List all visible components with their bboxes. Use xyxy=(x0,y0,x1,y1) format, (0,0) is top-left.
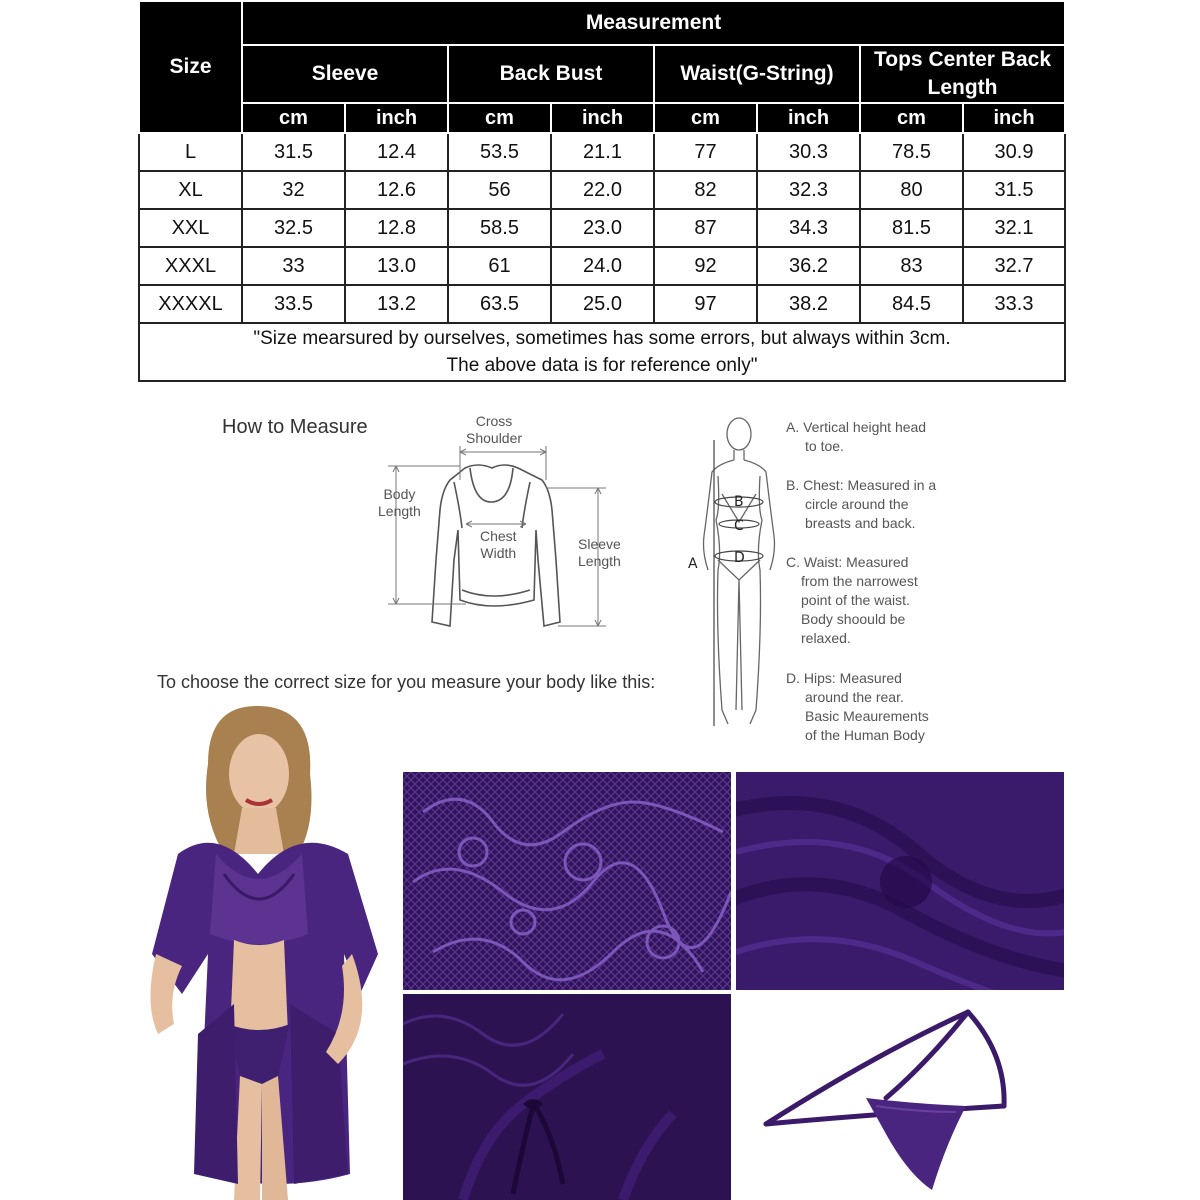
table-cell: 31.5 xyxy=(242,133,345,171)
letter-a: A xyxy=(688,556,698,572)
table-cell: 36.2 xyxy=(757,247,860,285)
table-cell: 84.5 xyxy=(860,285,963,323)
table-cell: 23.0 xyxy=(551,209,654,247)
table-cell: 58.5 xyxy=(448,209,551,247)
table-row xyxy=(139,209,1065,247)
legend-line: B. Chest: Measured in a xyxy=(786,477,937,493)
unit-header: cm xyxy=(654,103,757,133)
sleeve-length-label xyxy=(578,536,621,570)
chest-width-label xyxy=(480,528,517,562)
table-cell: 33.3 xyxy=(963,285,1065,323)
table-cell: 32 xyxy=(242,171,345,209)
legend-c xyxy=(786,553,966,648)
table-cell: 38.2 xyxy=(757,285,860,323)
table-row xyxy=(139,285,1065,323)
legend-line: D. Hips: Measured xyxy=(786,670,902,686)
unit-header: cm xyxy=(448,103,551,133)
table-cell: 87 xyxy=(654,209,757,247)
note-line-2: The above data is for reference only" xyxy=(446,355,758,376)
table-cell: 77 xyxy=(654,133,757,171)
table-cell: 61 xyxy=(448,247,551,285)
size-cell: L xyxy=(139,133,242,171)
legend-line: Basic Meaurements xyxy=(805,708,929,724)
legend-line: point of the waist. xyxy=(801,592,910,608)
letter-d: D xyxy=(734,550,745,566)
label-line: Chest xyxy=(480,528,517,544)
table-cell: 32.5 xyxy=(242,209,345,247)
letter-c: C xyxy=(734,518,744,534)
label-line: Length xyxy=(378,503,421,519)
table-cell: 30.9 xyxy=(963,133,1065,171)
legend-b xyxy=(786,476,966,533)
size-cell: XXXXL xyxy=(139,285,242,323)
legend-line: to toe. xyxy=(805,438,844,454)
unit-header: inch xyxy=(963,103,1065,133)
cross-shoulder-label xyxy=(466,413,522,447)
table-cell: 13.2 xyxy=(345,285,448,323)
tops-length-header: Tops Center Back Length xyxy=(860,45,1065,103)
table-cell: 34.3 xyxy=(757,209,860,247)
table-cell: 81.5 xyxy=(860,209,963,247)
table-cell: 53.5 xyxy=(448,133,551,171)
table-cell: 13.0 xyxy=(345,247,448,285)
table-cell: 12.4 xyxy=(345,133,448,171)
table-cell: 21.1 xyxy=(551,133,654,171)
table-cell: 83 xyxy=(860,247,963,285)
mesh-fabric-photo xyxy=(736,772,1064,990)
unit-header: cm xyxy=(860,103,963,133)
unit-header: inch xyxy=(551,103,654,133)
table-cell: 82 xyxy=(654,171,757,209)
back-bust-header: Back Bust xyxy=(448,45,654,103)
unit-header: cm xyxy=(242,103,345,133)
note-line-1: "Size mearsured by ourselves, sometimes has some errors, but always within 3cm. xyxy=(253,328,951,349)
table-cell: 33 xyxy=(242,247,345,285)
table-cell: 30.3 xyxy=(757,133,860,171)
label-line: Body xyxy=(383,486,416,502)
table-cell: 63.5 xyxy=(448,285,551,323)
table-cell: 92 xyxy=(654,247,757,285)
table-note-row xyxy=(139,323,1065,381)
table-cell: 78.5 xyxy=(860,133,963,171)
legend-line: of the Human Body xyxy=(805,727,925,743)
table-cell: 22.0 xyxy=(551,171,654,209)
size-table xyxy=(138,0,1066,382)
legend-line: C. Waist: Measured xyxy=(786,554,909,570)
table-cell: 24.0 xyxy=(551,247,654,285)
table-cell: 32.7 xyxy=(963,247,1065,285)
how-to-measure-title: How to Measure xyxy=(222,416,368,438)
table-cell: 97 xyxy=(654,285,757,323)
table-cell: 31.5 xyxy=(963,171,1065,209)
body-length-label xyxy=(378,486,421,520)
size-cell: XXL xyxy=(139,209,242,247)
table-cell: 12.6 xyxy=(345,171,448,209)
table-cell: 56 xyxy=(448,171,551,209)
legend-a xyxy=(786,418,966,456)
label-line: Width xyxy=(480,545,517,561)
unit-header: inch xyxy=(345,103,448,133)
waist-header: Waist(G-String) xyxy=(654,45,860,103)
choose-size-text: To choose the correct size for you measure your body like this: xyxy=(157,672,656,692)
legend-line: breasts and back. xyxy=(805,515,916,531)
sleeve-header: Sleeve xyxy=(242,45,448,103)
measurement-header: Measurement xyxy=(242,1,1065,45)
table-cell: 32.3 xyxy=(757,171,860,209)
lace-detail-photo xyxy=(403,772,731,990)
label-line: Sleeve xyxy=(578,536,621,552)
model-photo xyxy=(138,704,404,1200)
legend-line: from the narrowest xyxy=(801,573,918,589)
label-line: Cross xyxy=(475,413,513,429)
size-chart xyxy=(138,0,1064,382)
size-cell: XL xyxy=(139,171,242,209)
table-cell: 32.1 xyxy=(963,209,1065,247)
table-cell: 25.0 xyxy=(551,285,654,323)
label-line: Length xyxy=(578,553,621,569)
label-line: Shoulder xyxy=(466,430,523,446)
size-cell: XXXL xyxy=(139,247,242,285)
legend-line: Body shoould be xyxy=(801,611,906,627)
table-cell: 80 xyxy=(860,171,963,209)
tie-detail-photo xyxy=(403,994,731,1200)
legend-line: circle around the xyxy=(805,496,909,512)
table-row xyxy=(139,171,1065,209)
size-header: Size xyxy=(139,1,242,133)
legend-line: relaxed. xyxy=(801,630,851,646)
table-note xyxy=(139,323,1065,381)
table-cell: 12.8 xyxy=(345,209,448,247)
g-string-photo xyxy=(736,994,1064,1200)
table-row xyxy=(139,133,1065,171)
legend-line: A. Vertical height head xyxy=(786,419,927,435)
body-figure-diagram xyxy=(682,410,782,734)
legend-line: around the rear. xyxy=(805,689,904,705)
table-cell: 33.5 xyxy=(242,285,345,323)
letter-b: B xyxy=(734,494,744,510)
unit-header: inch xyxy=(757,103,860,133)
table-row xyxy=(139,247,1065,285)
legend-d xyxy=(786,669,966,745)
